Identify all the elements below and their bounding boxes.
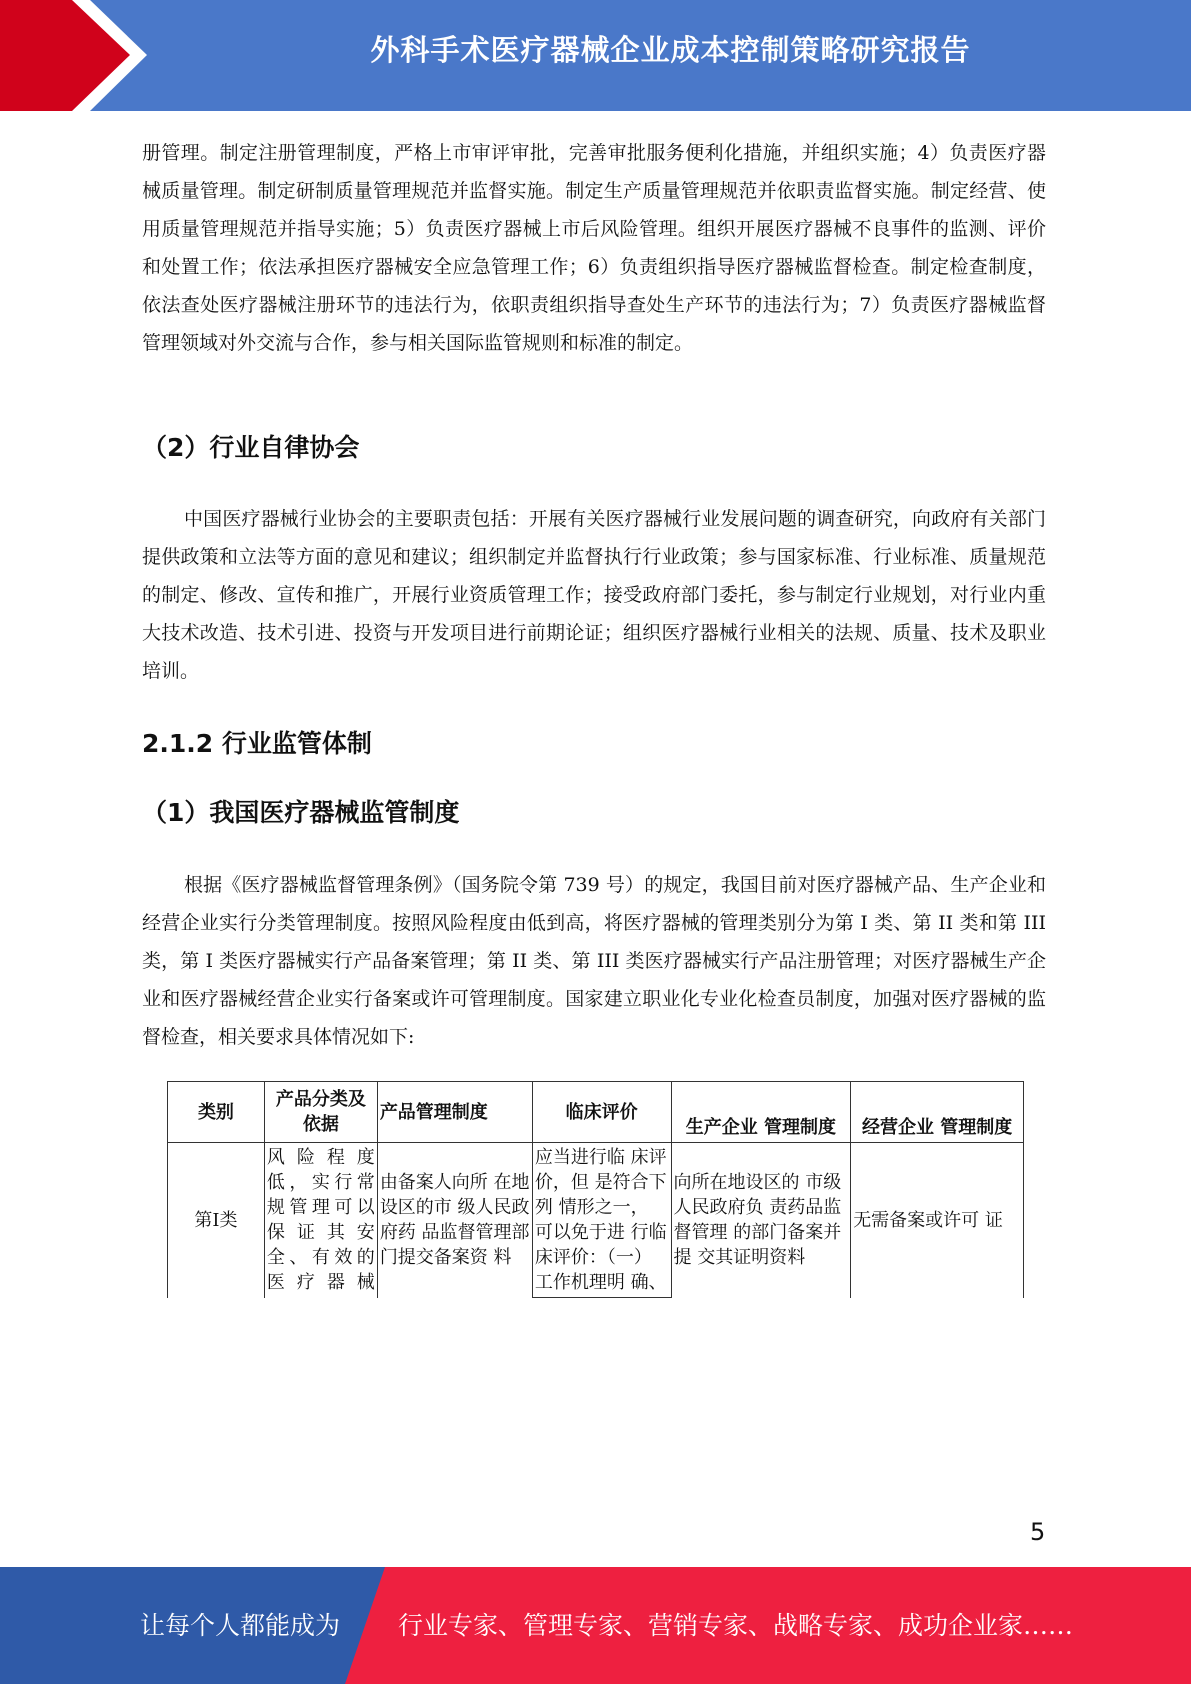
paragraph-regulator-duties: 册管理。制定注册管理制度，严格上市审评审批，完善审批服务便利化措施，并组织实施；4）负责医疗器械质量管理。制定研制质量管理规范并监督实施。制定生产质量管理规范并依职责监督实施。制定经营、使用质量管理规范并指导实施；5）负责医疗器械上市后风险管理。组织开展医疗器械不良事件的监测、评价和处置工作；依法承担医疗器械安全应急管理工作；6）负责组织指导医疗器械监督检查。制定检查制度，依法查处医疗器械注册环节的违法行为，依职责组织指导查处生产环节的违法行为；7）负责医疗器械监督管理领域对外交流与合作，参与相关国际监管规则和标准的制定。: [142, 142, 1046, 354]
col-header-category: 类别: [168, 1082, 265, 1143]
section-heading-china-regulation: （1）我国医疗器械监管制度: [142, 798, 460, 827]
regulation-table: [167, 1081, 1024, 1298]
cell-production: 向所在地设区的 市级人民政府负 责药品监督管理 的部门备案并提 交其证明资料: [671, 1143, 851, 1298]
table-header-row: [168, 1082, 1024, 1143]
col-header-operation: 经营企业 管理制度: [851, 1082, 1024, 1143]
footer-slogan-left: 让每个人都能成为: [140, 1611, 341, 1640]
cell-clinical: 应当进行临 床评价，但 是符合下列 情形之一， 可以免于进 行临床评价：（一）工作机理明 确、: [532, 1143, 671, 1298]
cell-product-mgmt: 由备案人向所 在地设区的市 级人民政府药 品监督管理部 门提交备案资 料: [377, 1143, 532, 1298]
col-header-product-mgmt: 产品管理制度: [377, 1082, 532, 1143]
paragraph-association-duties: 中国医疗器械行业协会的主要职责包括：开展有关医疗器械行业发展问题的调查研究，向政府有关部门提供政策和立法等方面的意见和建议；组织制定并监督执行行业政策；参与国家标准、行业标准、质量规范的制定、修改、宣传和推广，开展行业资质管理工作；接受政府部门委托，参与制定行业规划，对行业内重大技术改造、技术引进、投资与开发项目进行前期论证；组织医疗器械行业相关的法规、质量、技术及职业培训。: [142, 508, 1046, 682]
footer-slogan-right: 行业专家、管理专家、营销专家、战略专家、成功企业家……: [398, 1611, 1074, 1640]
col-header-production: 生产企业 管理制度: [671, 1082, 851, 1143]
cell-operation: 无需备案或许可 证: [851, 1143, 1024, 1298]
header-chevron-decoration: [0, 0, 160, 111]
table-row: [168, 1143, 1024, 1298]
col-header-clinical: 临床评价: [532, 1082, 671, 1143]
col-header-basis: 产品分类及依据: [264, 1082, 377, 1143]
page-footer: [0, 1567, 1191, 1684]
page-header: [0, 0, 1191, 111]
section-heading-self-regulation: （2）行业自律协会: [142, 433, 360, 462]
cell-category: 第Ⅰ类: [168, 1143, 265, 1298]
page-number: 5: [1030, 1518, 1046, 1546]
section-heading-2-1-2: 2.1.2 行业监管体制: [142, 729, 372, 758]
document-title: 外科手术医疗器械企业成本控制策略研究报告: [370, 33, 971, 67]
cell-basis: 风险程度低，实行常规管理可以保证其安全、有效的医疗器械: [264, 1143, 377, 1298]
paragraph-regulation-system: 根据《医疗器械监督管理条例》（国务院令第 739 号）的规定，我国目前对医疗器械产品、生产企业和经营企业实行分类管理制度。按照风险程度由低到高，将医疗器械的管理类别分为第 I 类、第 II 类和第 III 类，第 I 类医疗器械实行产品备案管理；第 II 类、第 III 类医疗器械实行产品注册管理；对医疗器械生产企业和医疗器械经营企业实行备案或许可管理制度。国家建立职业化专业化检查员制度，加强对医疗器械的监督检查，相关要求具体情况如下:: [142, 874, 1046, 1048]
